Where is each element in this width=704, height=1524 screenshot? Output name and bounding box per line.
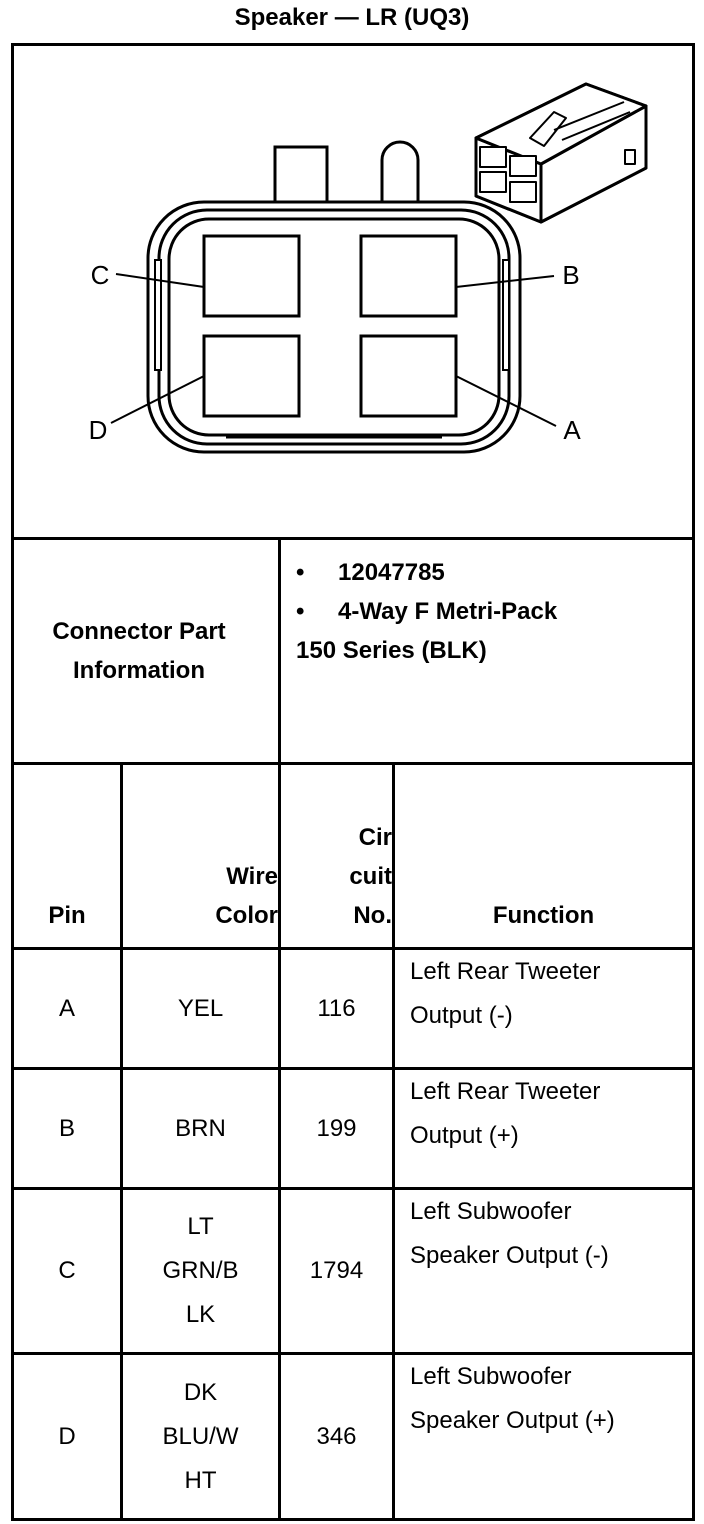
row-a-pin: A: [58, 994, 75, 1022]
page-title: Speaker — LR (UQ3): [234, 4, 470, 31]
header-pin: Pin: [48, 902, 86, 929]
row-b-wire: BRN: [175, 1114, 226, 1142]
pin-label-b: B: [562, 260, 580, 290]
list-item: [296, 553, 557, 592]
connector-3d-view: [476, 84, 646, 222]
header-function: Function: [492, 902, 595, 929]
row-c-wire: LT GRN/B LK: [162, 1213, 239, 1328]
connector-diagram: [14, 46, 692, 538]
row-d-circuit: 346: [316, 1422, 357, 1450]
part-number: 12047785: [338, 559, 445, 586]
row-d-function: Left Subwoofer Speaker Output (+): [410, 1363, 615, 1434]
list-item: [296, 592, 557, 631]
connector-series: 150 Series (BLK): [296, 637, 487, 664]
row-c-function: Left Subwoofer Speaker Output (-): [410, 1198, 609, 1269]
divider-connector-info: [278, 537, 281, 764]
row-a-circuit: 116: [317, 994, 356, 1022]
pin-label-a: A: [563, 415, 581, 445]
row-a-function: Left Rear Tweeter Output (-): [410, 958, 601, 1029]
row-b-function: Left Rear Tweeter Output (+): [410, 1078, 601, 1149]
header-circuit-no: Cir cuit No.: [349, 824, 392, 929]
bullet-icon: •: [296, 559, 305, 586]
row-c-circuit: 1794: [309, 1257, 364, 1284]
bullet-icon: •: [296, 598, 305, 625]
row-b-pin: B: [58, 1114, 75, 1142]
connector-type: 4-Way F Metri-Pack: [338, 598, 558, 625]
row-d-pin: D: [58, 1422, 76, 1450]
pin-label-d: D: [88, 415, 108, 445]
header-wire-color: Wire Color: [215, 863, 278, 929]
pin-label-c: C: [90, 260, 110, 290]
row-d-wire: DK BLU/W HT: [162, 1378, 239, 1494]
row-b-circuit: 199: [316, 1114, 357, 1142]
connector-info-text: Connector Part Information: [52, 618, 226, 684]
row-a-wire: YEL: [177, 994, 224, 1022]
connector-info-list: [296, 553, 557, 670]
row-c-pin: C: [58, 1257, 76, 1284]
connector-info-label: [20, 540, 258, 762]
